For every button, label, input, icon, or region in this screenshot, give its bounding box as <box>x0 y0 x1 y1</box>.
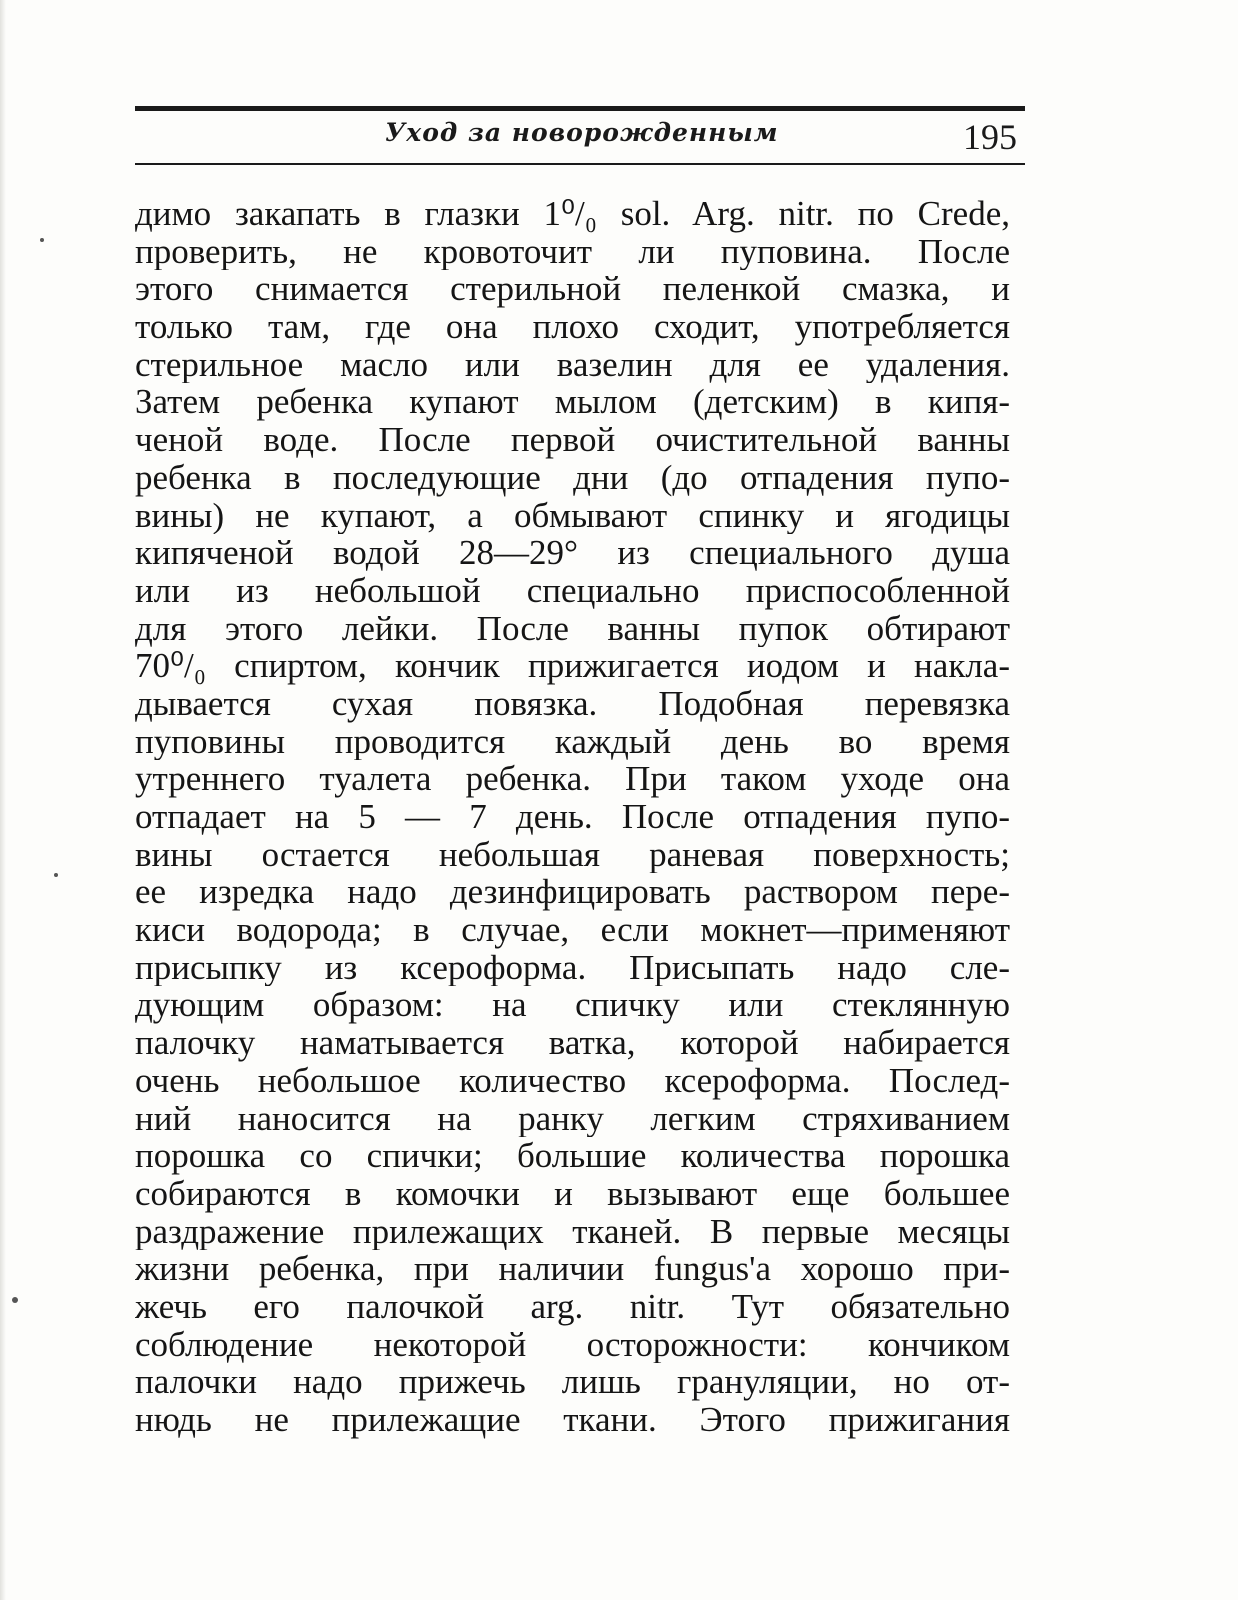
header-rule-bottom <box>135 163 1025 165</box>
text-line: этого снимается стерильной пеленкой смазка, и <box>135 270 1010 309</box>
text-line: порошка со спички; большие количества порошка <box>135 1137 1010 1175</box>
text-line: только там, где она плохо сходит, употребляется <box>135 308 1010 346</box>
print-speck <box>40 238 44 242</box>
text-line: или из небольшой специально приспособленной <box>135 571 1010 610</box>
text-line: кипяченой водой 28—29° из специального душа <box>135 534 1010 572</box>
text-line: киси водорода; в случае, если мокнет—применяют <box>135 911 1010 949</box>
print-speck <box>54 873 58 877</box>
text-line: 70⁰/₀ спиртом, кончик прижигается иодом и накла- <box>135 647 1010 685</box>
text-line: для этого лейки. После ванны пупок обтирают <box>135 609 1010 648</box>
text-line: присыпку из ксероформа. Присыпать надо сле- <box>135 948 1010 987</box>
page-edge-shadow <box>0 0 6 1600</box>
text-line: дующим образом: на спичку или стеклянную <box>135 986 1010 1025</box>
header-rule-top <box>135 106 1025 111</box>
text-line: соблюдение некоторой осторожности: кончиком <box>135 1325 1010 1364</box>
text-line: ченой воде. После первой очистительной ванны <box>135 421 1010 459</box>
text-line: вины) не купают, а обмывают спинку и ягодицы <box>135 496 1010 535</box>
text-line: нюдь не прилежащие ткани. Этого прижигания <box>135 1401 1010 1439</box>
text-line: собираются в комочки и вызывают еще большее <box>135 1174 1010 1213</box>
text-line: вины остается небольшая раневая поверхность; <box>135 835 1010 874</box>
running-header <box>135 116 1025 158</box>
text-line: димо закапать в глазки 1⁰/₀ sol. Arg. nitr. по Crede, <box>135 195 1010 233</box>
text-line: палочку наматывается ватка, которой набирается <box>135 1024 1010 1062</box>
text-line: ребенка в последующие дни (до отпадения пупо- <box>135 458 1010 497</box>
text-line: стерильное масло или вазелин для ее удаления. <box>135 345 1010 384</box>
text-line: отпадает на 5 — 7 день. После отпадения пупо- <box>135 798 1010 836</box>
page-number: 195 <box>963 117 1017 157</box>
text-line: утреннего туалета ребенка. При таком уходе она <box>135 760 1010 798</box>
print-speck <box>12 1297 18 1303</box>
text-line: дывается сухая повязка. Подобная перевязка <box>135 684 1010 723</box>
text-line: ее изредка надо дезинфицировать раствором пере- <box>135 873 1010 912</box>
text-line: Затем ребенка купают мылом (детским) в кипя- <box>135 383 1010 422</box>
body-text <box>135 195 1010 1439</box>
text-line: жизни ребенка, при наличии fungus'а хорошо при- <box>135 1250 1010 1288</box>
text-line: палочки надо прижечь лишь грануляции, но от- <box>135 1363 1010 1401</box>
text-line: раздражение прилежащих тканей. В первые месяцы <box>135 1212 1010 1251</box>
text-line: ний наносится на ранку легким стряхиванием <box>135 1099 1010 1138</box>
text-line: проверить, не кровоточит ли пуповина. После <box>135 232 1010 271</box>
running-title: Уход за новорожденным <box>385 118 779 147</box>
text-line: жечь его палочкой arg. nitr. Тут обязательно <box>135 1287 1010 1326</box>
text-line: очень небольшое количество ксероформа. Послед- <box>135 1061 1010 1100</box>
text-line: пуповины проводится каждый день во время <box>135 722 1010 761</box>
